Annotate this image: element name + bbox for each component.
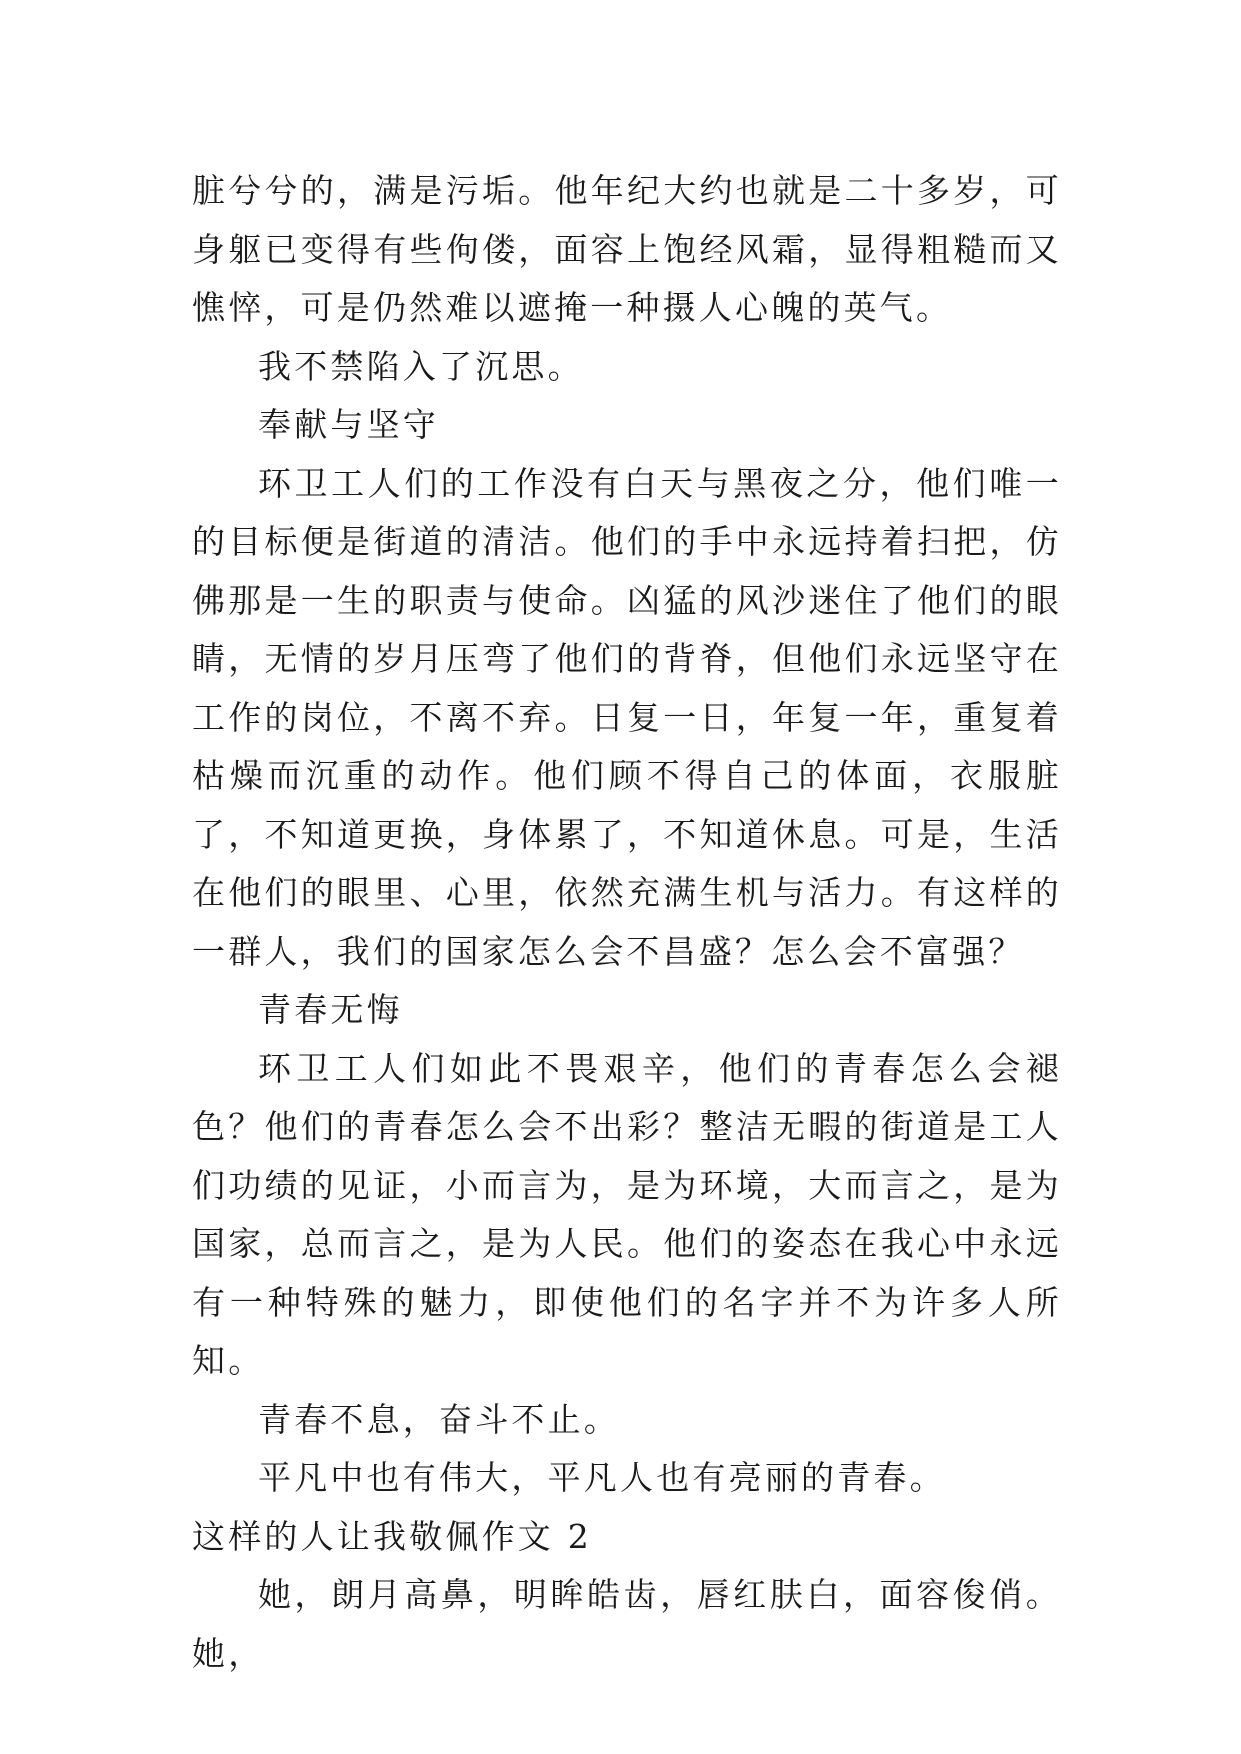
section-heading-dedication: 奉献与坚守 [258,405,439,444]
paragraph-conclusion: 平凡中也有伟大，平凡人也有亮丽的青春。 [258,1458,946,1497]
document-body [192,162,1062,1683]
essay-title: 这样的人让我敬佩作文 2 [192,1516,592,1556]
paragraph-reflection: 我不禁陷入了沉思。 [258,346,584,386]
paragraph-continuation: 脏兮兮的，满是污垢。他年纪大约也就是二十多岁，可身躯已变得有些佝偻，面容上饱经风霜，显得粗糙而又憔悴，可是仍然难以遮掩一种摄人心魄的英气。 [192,171,1062,327]
paragraph-essay-2-opening: 她，朗月高鼻，明眸皓齿，唇红肤白，面容俊俏。她， [192,1575,1062,1673]
paragraph-motto: 青春不息，奋斗不止。 [258,1399,620,1439]
paragraph-dedication: 环卫工人们的工作没有白天与黑夜之分，他们唯一的目标便是街道的清洁。他们的手中永远持着扫把，仿佛那是一生的职责与使命。凶猛的风沙迷住了他们的眼睛，无情的岁月压弯了他们的背脊，但他们永远坚守在工作的岗位，不离不弃。日复一日，年复一年，重复着枯燥而沉重的动作。他们顾不得自己的体面，衣服脏了，不知道更换，身体累了，不知道休息。可是，生活在他们的眼里、心里，依然充满生机与活力。有这样的一群人，我们的国家怎么会不昌盛？怎么会不富强？ [192,463,1062,971]
section-heading-youth: 青春无悔 [258,990,403,1029]
paragraph-youth: 环卫工人们如此不畏艰辛，他们的青春怎么会褪色？他们的青春怎么会不出彩？整洁无暇的街道是工人们功绩的见证，小而言为，是为环境，大而言之，是为国家，总而言之，是为人民。他们的姿态在我心中永远有一种特殊的魅力，即使他们的名字并不为许多人所知。 [192,1048,1062,1380]
